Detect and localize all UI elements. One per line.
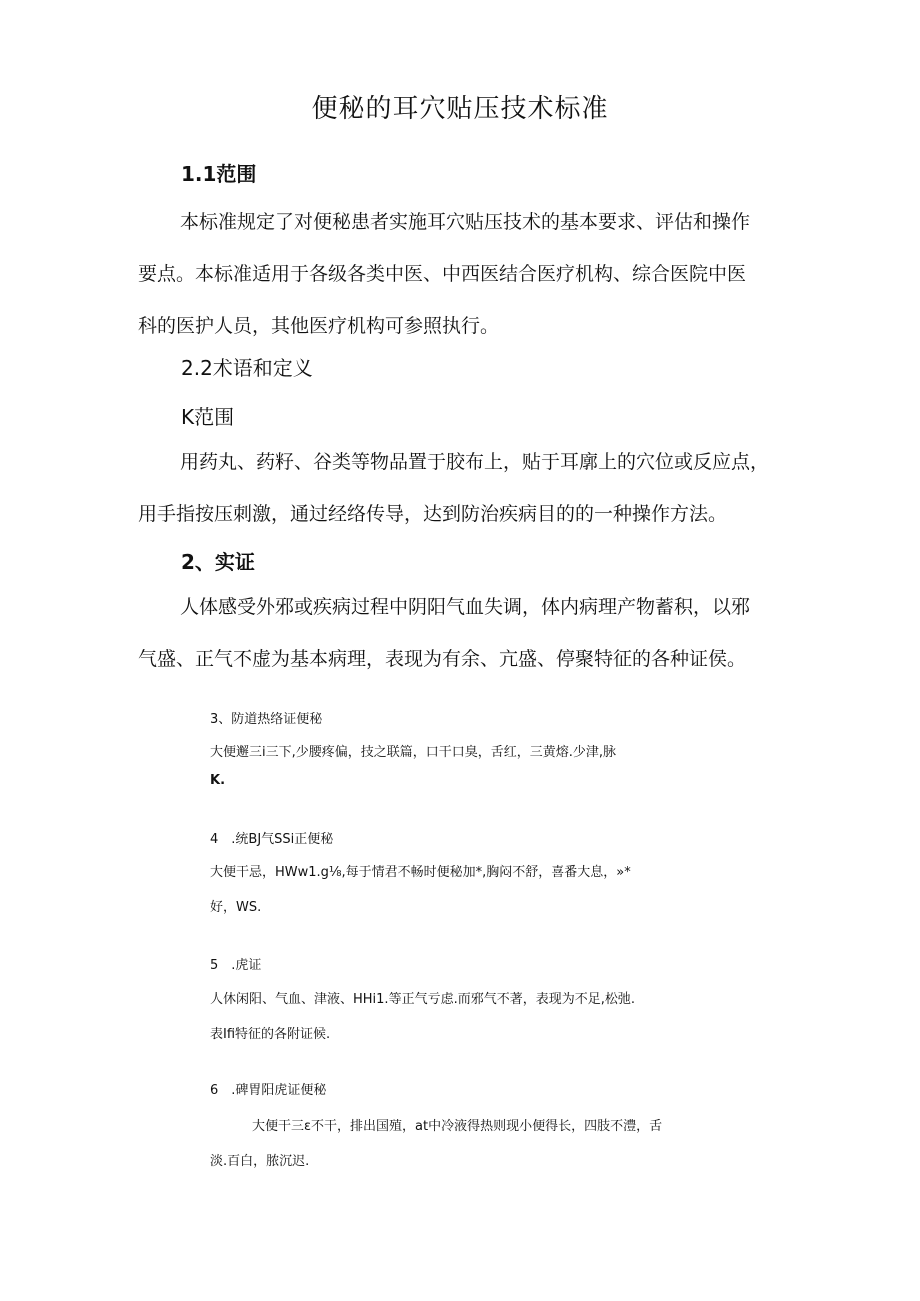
excess-paragraph [138,581,788,685]
definition-paragraph [138,436,788,540]
scope-line-2: 要点。本标准适用于各级各类中医、中西医结合医疗机构、综合医院中医 [138,263,747,285]
item-heading: 4 .统BJ气SSi正便秘 [210,832,334,847]
item-heading: 5 .虎证 [210,958,262,973]
item-line: 表Ifi特征的各附证候. [210,1027,331,1042]
scope-line-1: 本标准规定了对便秘患者实施耳穴贴压技术的基本要求、评估和操作 [180,211,751,233]
item-line: 大便邂三i三下,少腰疼偏，技之联篇，口干口臭，舌红，三黄熔.少津,脉 [210,745,617,760]
item-line: 人休闲阳、气血、津液、HHi1.等正气亏虑.而邪气不著，表现为不足,松弛. [210,992,635,1007]
subheading-scope: K范围 [181,405,235,429]
item-line: 大便干忌，HWw1.g⅛,每于情君不畅时便秘加*,胸闷不舒，喜番大息，»* [210,865,631,880]
scope-line-3: 科的医护人员，其他医疗机构可参照执行。 [138,315,500,337]
item-heading: 3、防道热络证便秘 [210,712,323,727]
excess-line-1: 人体感受外邪或疾病过程中阴阳气血失调，体内病理产物蓄积，以邪 [180,596,751,618]
item-line: 淡.百白，脓沉迟. [210,1154,310,1169]
scope-paragraph [138,196,788,352]
excess-line-2: 气盛、正气不虚为基本病理，表现为有余、亢盛、停聚特征的各种证侯。 [138,648,747,670]
section-heading-terms: 2.2术语和定义 [181,356,313,380]
definition-line-2: 用手指按压刺激，通过经络传导，达到防治疾病目的的一种操作方法。 [138,503,728,525]
document-title: 便秘的耳穴贴压技术标准 [311,94,609,124]
item-line: K. [210,773,226,788]
item-line: 好，WS. [210,900,262,915]
definition-line-1: 用药丸、药籽、谷类等物品置于胶布上，贴于耳廓上的穴位或反应点， [180,451,770,473]
item-line: 大便干三ε不干，排出国殖，at中冷液得热则现小便得长，四肢不澧，舌 [252,1119,663,1134]
section-heading-scope: 1.1范围 [181,162,257,186]
section-heading-excess: 2、实证 [181,550,255,574]
item-heading: 6 .碑胃阳虎证便秘 [210,1083,327,1098]
